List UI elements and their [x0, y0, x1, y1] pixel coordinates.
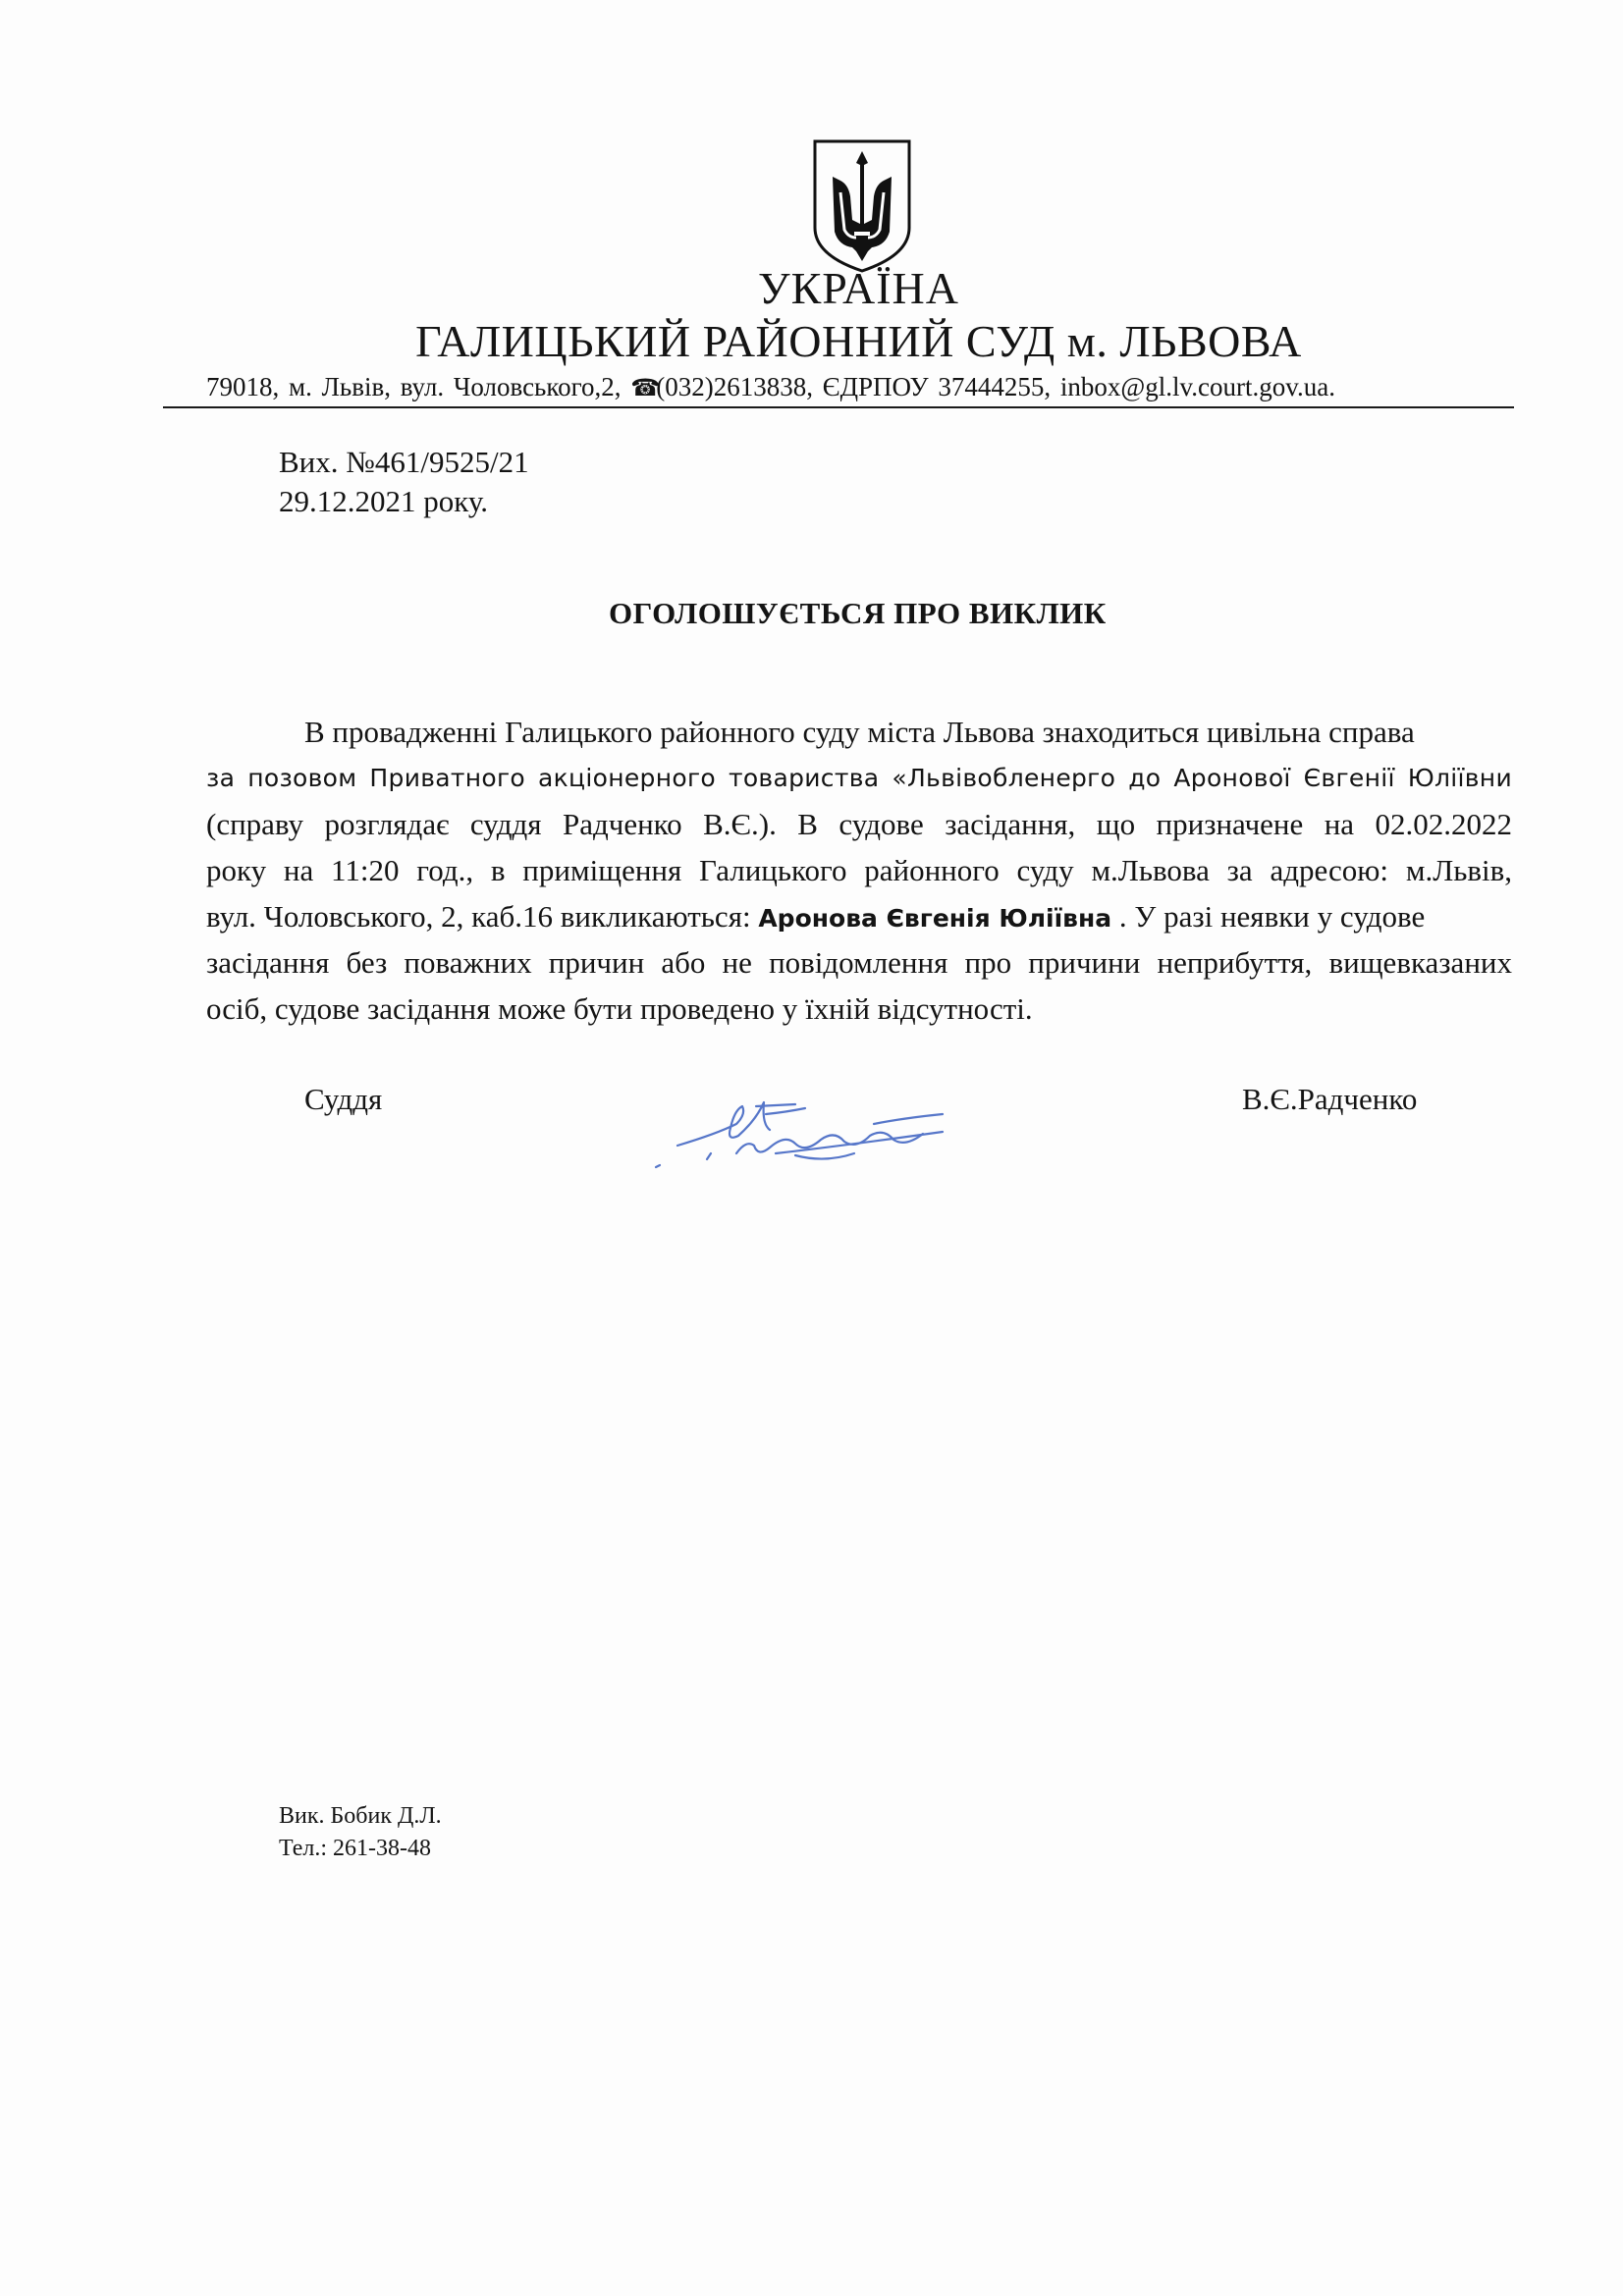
summoned-person-name: Аронова Євгенія Юліївна [758, 904, 1112, 933]
outgoing-number: Вих. №461/9525/21 [279, 445, 529, 479]
body-line: В провадженні Галицького районного суду міста Львова знаходиться цивільна справа [304, 715, 1415, 749]
address-street: 79018, м. Львів, вул. Чоловського,2, [206, 372, 622, 401]
letterhead-divider [163, 406, 1514, 408]
executor-name: Вик. Бобик Д.Л. [279, 1803, 442, 1829]
address-contacts: (032)2613838, ЄДРПОУ 37444255, inbox@gl.lv.court.gov.ua. [656, 372, 1335, 401]
coat-of-arms-icon [811, 137, 913, 275]
body-text-span: . У разі неявки у судове [1118, 899, 1426, 934]
body-text-span: вул. Чоловського, 2, каб.16 викликаються: [206, 899, 751, 934]
country-title: УКРАЇНА [758, 263, 959, 313]
court-name: ГАЛИЦЬКИЙ РАЙОННИЙ СУД м. ЛЬВОВА [415, 316, 1302, 366]
executor-phone: Тел.: 261-38-48 [279, 1836, 432, 1861]
body-line [206, 893, 1425, 941]
body-line: засідання без поважних причин або не повідомлення про причини неприбуття, вищевказаних [206, 945, 1512, 980]
phone-icon: ☎ [630, 376, 661, 401]
judge-label: Суддя [304, 1082, 383, 1116]
body-line: осіб, судове засідання може бути проведено у їхній відсутності. [206, 991, 1033, 1026]
handwritten-signature [648, 1085, 972, 1173]
body-line: за позовом Приватного акціонерного товариства «Львівобленерго до Аронової Євгенії Юліївни [206, 764, 1512, 792]
court-address [206, 371, 1492, 404]
outgoing-date: 29.12.2021 року. [279, 484, 489, 518]
judge-name: В.Є.Радченко [1242, 1082, 1418, 1116]
notice-heading: ОГОЛОШУЄТЬСЯ ПРО ВИКЛИК [609, 596, 1107, 630]
body-line: року на 11:20 год., в приміщення Галицького районного суду м.Львова за адресою: м.Львів, [206, 853, 1512, 887]
body-line: (справу розглядає суддя Радченко В.Є.). В судове засідання, що призначене на 02.02.2022 [206, 807, 1512, 841]
